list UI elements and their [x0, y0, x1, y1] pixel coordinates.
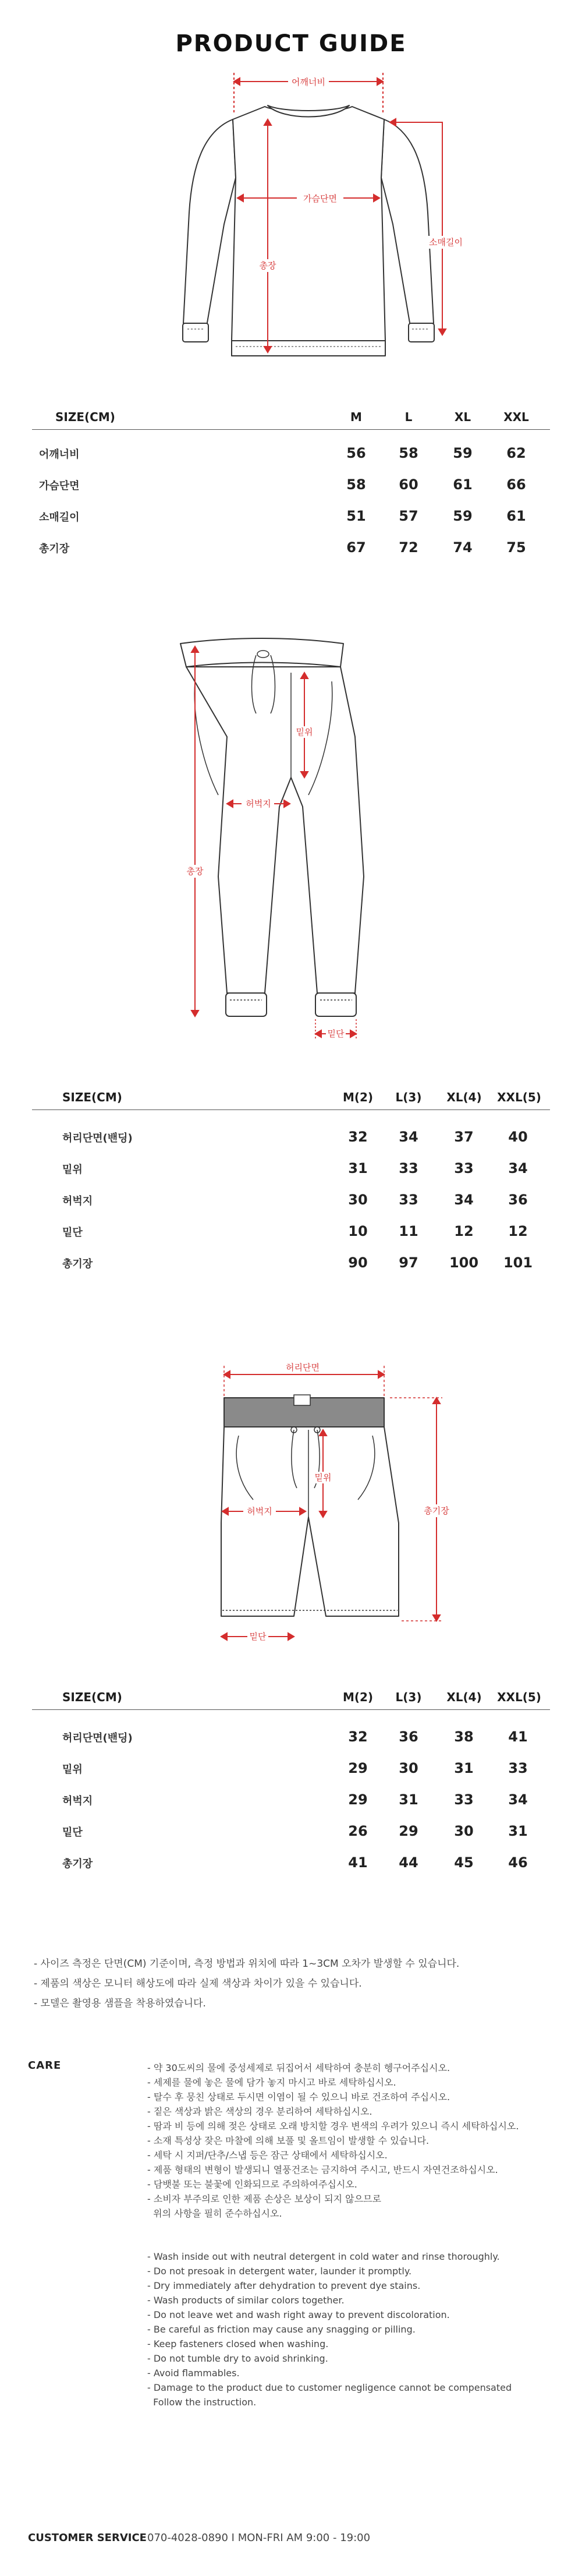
- care-english: [147, 2249, 560, 2409]
- cell-value: 61: [453, 476, 473, 493]
- col-header: XL(4): [446, 1090, 482, 1104]
- care-line: - 소재 특성상 잦은 마찰에 의해 보풀 및 올트임이 발생할 수 있습니다.: [147, 2135, 430, 2146]
- care-line: - Do not tumble dry to avoid shrinking.: [147, 2353, 328, 2364]
- cell-value: 40: [508, 1129, 528, 1145]
- care-line: Follow the instruction.: [147, 2397, 257, 2408]
- care-line: - Do not presoak in detergent water, launder it promptly.: [147, 2266, 412, 2277]
- table-row: [32, 1782, 550, 1814]
- care-korean: [147, 2061, 560, 2221]
- table-row: [32, 467, 550, 499]
- row-label: 밑단: [62, 1826, 83, 1839]
- cell-value: 60: [399, 476, 418, 493]
- note-line: - 모델은 촬영용 샘플을 착용하였습니다.: [34, 1998, 206, 2009]
- care-line: - 제품 형태의 변형이 발생되니 열풍건조는 금지하여 주시고, 반드시 자연건조하십시오.: [147, 2164, 498, 2175]
- thigh-label: 허벅지: [247, 1506, 272, 1517]
- col-header: L(3): [395, 1690, 422, 1704]
- care-line: - 소비자 부주의로 인한 제품 손상은 보상이 되지 않으므로: [147, 2193, 381, 2204]
- size-header: SIZE(CM): [62, 1090, 122, 1104]
- care-line: - Keep fasteners closed when washing.: [147, 2338, 329, 2349]
- cell-value: 75: [506, 539, 526, 556]
- cell-value: 12: [454, 1223, 474, 1239]
- length-label: 총장: [259, 260, 276, 271]
- table-row: [32, 530, 550, 561]
- row-label: 총기장: [62, 1258, 93, 1270]
- rise-label: 밑위: [314, 1472, 332, 1483]
- table-row: [32, 436, 550, 467]
- cell-value: 31: [399, 1791, 418, 1808]
- cell-value: 90: [348, 1255, 368, 1271]
- row-label: 가슴단면: [39, 480, 80, 492]
- cell-value: 59: [453, 445, 473, 461]
- col-header: XXL(5): [497, 1690, 541, 1704]
- table-row: [32, 1719, 550, 1751]
- cell-value: 34: [454, 1192, 474, 1208]
- table-row: [32, 1814, 550, 1845]
- cell-value: 29: [348, 1760, 368, 1776]
- care-line: - Avoid flammables.: [147, 2367, 240, 2379]
- cell-value: 36: [508, 1192, 528, 1208]
- note-line: - 제품의 색상은 모니터 해상도에 따라 실제 색상과 차이가 있을 수 있습니다.: [34, 1978, 362, 1990]
- cell-value: 36: [399, 1729, 418, 1745]
- table-row: [32, 1119, 550, 1151]
- care-line: 위의 사항을 필히 준수하십시오.: [147, 2208, 282, 2219]
- hem-label: 밑단: [249, 1631, 267, 1642]
- care-line: - Dry immediately after dehydration to prevent dye stains.: [147, 2280, 421, 2291]
- cell-value: 58: [346, 476, 366, 493]
- cell-value: 34: [399, 1129, 418, 1145]
- care-line: - 짙은 색상과 밝은 색상의 경우 분리하여 세탁하십시오.: [147, 2106, 372, 2117]
- care-title: CARE: [28, 2059, 62, 2072]
- cell-value: 58: [399, 445, 418, 461]
- row-label: 밑단: [62, 1227, 83, 1239]
- cell-value: 11: [399, 1223, 418, 1239]
- cell-value: 67: [346, 539, 366, 556]
- cell-value: 30: [399, 1760, 418, 1776]
- cell-value: 59: [453, 508, 473, 524]
- sleeve-label: 소매길이: [429, 237, 463, 248]
- cell-value: 45: [454, 1854, 474, 1871]
- care-line: - Wash inside out with neutral detergent in cold water and rinse thoroughly.: [147, 2251, 500, 2262]
- col-header: M(2): [342, 1690, 374, 1704]
- cell-value: 33: [399, 1160, 418, 1176]
- cell-value: 56: [346, 445, 366, 461]
- col-header: XL(4): [446, 1690, 482, 1704]
- row-label: 총기장: [62, 1858, 93, 1870]
- cell-value: 32: [348, 1129, 368, 1145]
- pants-diagram: [163, 632, 419, 1051]
- cell-value: 26: [348, 1823, 368, 1839]
- thigh-label: 허벅지: [246, 798, 271, 809]
- length-label: 총장: [186, 866, 204, 877]
- care-line: - Damage to the product due to customer negligence cannot be compensated: [147, 2382, 512, 2393]
- row-label: 어깨너비: [39, 448, 80, 461]
- row-label: 밑위: [62, 1164, 83, 1176]
- cell-value: 72: [399, 539, 418, 556]
- row-label: 허리단면(밴딩): [62, 1732, 133, 1744]
- table-row: [32, 1214, 550, 1245]
- col-header: XL: [454, 410, 471, 424]
- row-label: 허리단면(밴딩): [62, 1132, 133, 1144]
- cell-value: 57: [399, 508, 418, 524]
- care-line: - Be careful as friction may cause any snagging or pilling.: [147, 2324, 416, 2335]
- size-header: SIZE(CM): [62, 1690, 122, 1704]
- care-line: - 담뱃불 또는 불꽃에 인화되므로 주의하여주십시오.: [147, 2179, 357, 2190]
- cell-value: 101: [503, 1255, 533, 1271]
- care-line: - Wash products of similar colors together.: [147, 2295, 345, 2306]
- shorts-diagram: [198, 1342, 460, 1651]
- cell-value: 33: [454, 1791, 474, 1808]
- table-header-row: [32, 1082, 550, 1110]
- col-header: M: [350, 410, 362, 424]
- top-size-table: [32, 402, 550, 561]
- cell-value: 38: [454, 1729, 474, 1745]
- care-line: - 세제를 물에 놓은 물에 담가 놓지 마시고 바로 세탁하십시오.: [147, 2077, 396, 2088]
- cell-value: 33: [454, 1160, 474, 1176]
- table-row: [32, 1845, 550, 1877]
- size-notes: [34, 1954, 558, 2013]
- cell-value: 44: [399, 1854, 418, 1871]
- cell-value: 30: [348, 1192, 368, 1208]
- cell-value: 46: [508, 1854, 528, 1871]
- table-row: [32, 1751, 550, 1782]
- cell-value: 66: [506, 476, 526, 493]
- col-header: L(3): [395, 1090, 422, 1104]
- row-label: 소매길이: [39, 511, 80, 524]
- care-line: - Do not leave wet and wash right away to prevent discoloration.: [147, 2309, 450, 2320]
- cell-value: 100: [449, 1255, 479, 1271]
- col-header: L: [404, 410, 413, 424]
- cell-value: 74: [453, 539, 473, 556]
- cell-value: 34: [508, 1160, 528, 1176]
- customer-service-info: 070-4028-0890 I MON-FRI AM 9:00 - 19:00: [147, 2532, 371, 2544]
- waist-label: 허리단면: [286, 1362, 320, 1373]
- table-header-row: [32, 1682, 550, 1710]
- cell-value: 29: [348, 1791, 368, 1808]
- care-line: - 탈수 후 뭉친 상태로 두시면 이염이 될 수 있으니 바로 건조하여 주십시오.: [147, 2091, 450, 2103]
- length-label: 총기장: [424, 1506, 449, 1516]
- row-label: 밑위: [62, 1764, 83, 1776]
- chest-label: 가슴단면: [303, 193, 337, 204]
- table-row: [32, 1245, 550, 1277]
- table-row: [32, 1182, 550, 1214]
- cell-value: 51: [346, 508, 366, 524]
- shoulder-label: 어깨너비: [292, 77, 325, 87]
- note-line: - 사이즈 측정은 단면(CM) 기준이며, 측정 방법과 위치에 따라 1~3CM 오차가 발생할 수 있습니다.: [34, 1958, 460, 1970]
- col-header: XXL: [503, 410, 529, 424]
- care-line: - 약 30도씨의 물에 중성세제로 뒤집어서 세탁하여 충분히 헹구어주십시오.: [147, 2062, 450, 2073]
- cell-value: 97: [399, 1255, 418, 1271]
- pants-size-table: [32, 1082, 550, 1277]
- cell-value: 31: [508, 1823, 528, 1839]
- cell-value: 33: [508, 1760, 528, 1776]
- cell-value: 31: [348, 1160, 368, 1176]
- size-header: SIZE(CM): [55, 410, 115, 424]
- table-header-row: [32, 402, 550, 430]
- page-title: PRODUCT GUIDE: [175, 30, 407, 57]
- table-row: [32, 499, 550, 530]
- cell-value: 33: [399, 1192, 418, 1208]
- row-label: 허벅지: [62, 1795, 93, 1807]
- cell-value: 31: [454, 1760, 474, 1776]
- shorts-size-table: [32, 1682, 550, 1877]
- cell-value: 32: [348, 1729, 368, 1745]
- cell-value: 10: [348, 1223, 368, 1239]
- care-line: - 땀과 비 등에 의해 젖은 상태로 오래 방치할 경우 변색의 우려가 있으니 즉시 세탁하십시오.: [147, 2121, 519, 2132]
- cell-value: 41: [348, 1854, 368, 1871]
- cell-value: 34: [508, 1791, 528, 1808]
- rise-label: 밑위: [296, 727, 313, 737]
- customer-service-label: CUSTOMER SERVICE: [28, 2532, 147, 2544]
- row-label: 총기장: [39, 543, 70, 555]
- cell-value: 12: [508, 1223, 528, 1239]
- cell-value: 29: [399, 1823, 418, 1839]
- hem-label: 밑단: [327, 1029, 345, 1039]
- row-label: 허벅지: [62, 1195, 93, 1207]
- cell-value: 61: [506, 508, 526, 524]
- table-row: [32, 1151, 550, 1182]
- cell-value: 30: [454, 1823, 474, 1839]
- cell-value: 62: [506, 445, 526, 461]
- sweatshirt-diagram: [134, 67, 483, 370]
- cell-value: 41: [508, 1729, 528, 1745]
- cell-value: 37: [454, 1129, 474, 1145]
- col-header: M(2): [342, 1090, 374, 1104]
- col-header: XXL(5): [497, 1090, 541, 1104]
- care-line: - 세탁 시 지퍼/단추/스냅 등은 잠근 상태에서 세탁하십시오.: [147, 2150, 388, 2161]
